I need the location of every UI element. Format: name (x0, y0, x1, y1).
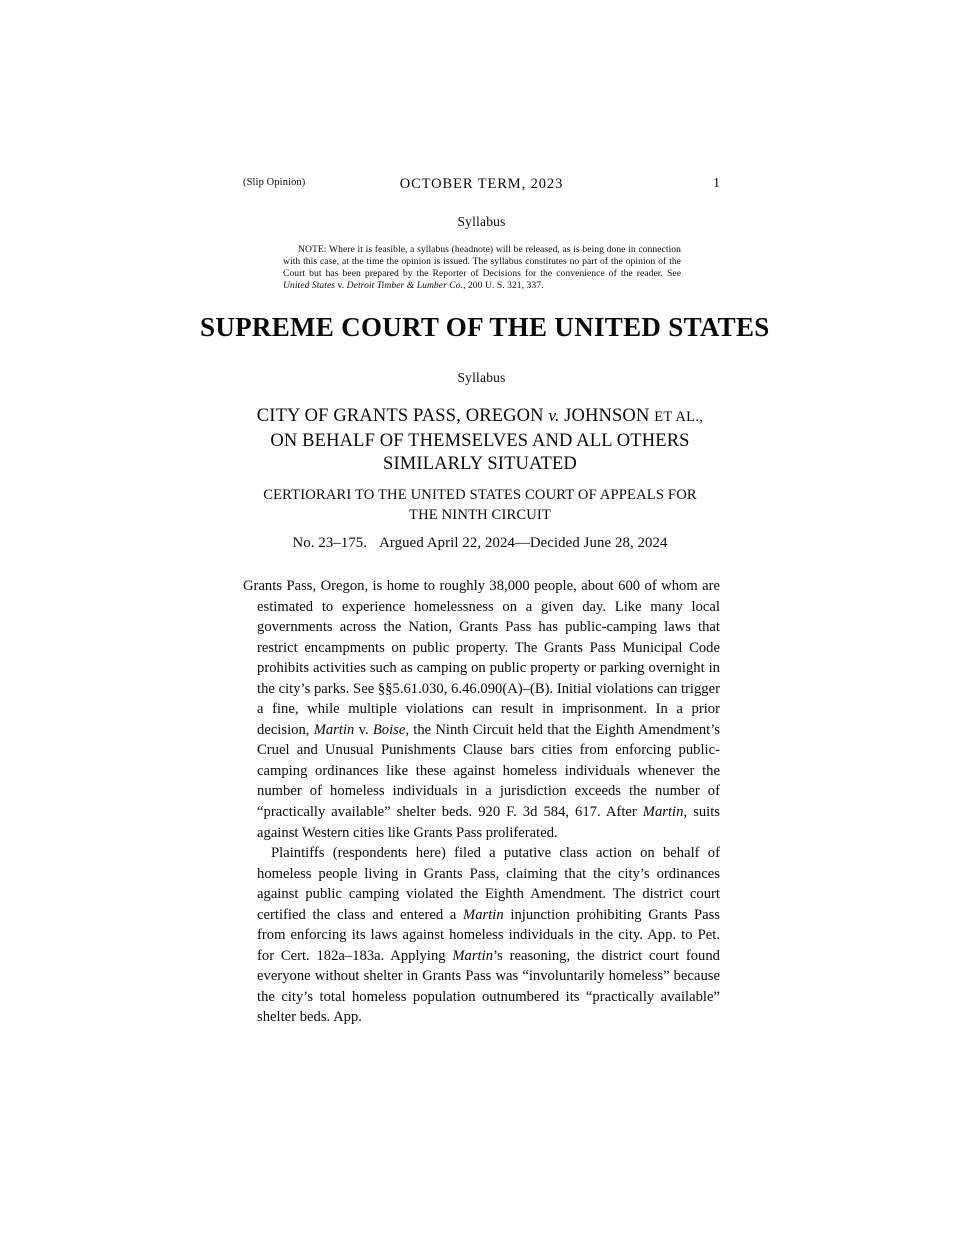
reporter-note (283, 244, 681, 292)
slip-opinion-label: (Slip Opinion) (243, 177, 306, 188)
p1-case-martin-1: Martin (313, 721, 355, 738)
docket-number: No. 23–175. (292, 535, 368, 551)
syllabus-paragraph-2 (243, 843, 720, 1028)
p1-seg-d: , suits against Western cities like Grants Pass proliferated. (257, 804, 720, 841)
syllabus-running-heading: Syllabus (457, 214, 506, 229)
caption-et-al: ET AL., (654, 409, 704, 425)
caption-line-2: ON BEHALF OF THEMSELVES AND ALL OTHERS (270, 430, 690, 451)
p2-seg-a: Plaintiffs (respondents here) filed a putative class action on behalf of homeless people living in Grants Pass, claiming that the city’s ordinances against public camping violated the Eighth Amendment. The district court certified the class and entered a (257, 845, 720, 923)
note-body: being done in connection with this case, at the time the opinion is issued. The syllabus constitutes no part of the opinion of the Court but has been prepared by the Reporter of Decisions for the convenience of the reader. (283, 244, 681, 280)
note-citation-party-2: Detroit Timber & Lumber Co. (346, 280, 464, 292)
p2-seg-c: ’s reasoning, the district court found everyone without shelter in Grants Pass was “involuntarily homeless” because the city’s total homeless population outnumbered its “practically available” shelter beds. App. (257, 947, 720, 1026)
docket-dates: Argued April 22, 2024—Decided June 28, 2024 (379, 535, 668, 551)
note-citation-lead: See (667, 268, 682, 280)
court-below-line-2: THE NINTH CIRCUIT (409, 506, 551, 523)
p1-seg-a: Grants Pass, Oregon, is home to roughly 38,000 people, about 600 of whom are estimated to experience homelessness on a given day. Like many local governments across the Nation, Grants Pass has public-camping laws that restrict encampments on public property. The Grants Pass Municipal Code prohibits activities such as camping on public property or parking overnight in the city’s parks. See §§5.61.030, 6.46.090(A)–(B). Initial violations can trigger a fine, while multiple violations can result in imprisonment. In a prior decision, (243, 578, 720, 738)
p2-case-martin-1: Martin (463, 906, 504, 923)
docket-line (230, 535, 730, 552)
caption-respondent: JOHNSON (564, 406, 650, 426)
term-label: OCTOBER TERM, 2023 (399, 176, 564, 192)
running-head (243, 176, 720, 192)
syllabus-section-heading: Syllabus (457, 370, 506, 385)
caption-line-3: SIMILARLY SITUATED (383, 454, 577, 474)
p1-seg-c: , the Ninth Circuit held that the Eighth Amendment’s Cruel and Unusual Punishments Clause bars cities from enforcing public-camping ordinances like these against homeless individuals whenever the number of homeless individuals in a jurisdiction exceeds the number of “practically available” shelter beds. 920 F. 3d 584, 617. After (257, 721, 721, 821)
note-citation-versus: v. (335, 280, 347, 292)
court-below (230, 486, 730, 525)
p2-case-martin-2: Martin (452, 947, 494, 964)
p2-seg-b: injunction prohibiting Grants Pass from enforcing its laws against homeless individuals in the city. App. to Pet. for Cert. 182a–183a. Applying (257, 906, 720, 964)
p1-seg-b: v. (354, 721, 373, 738)
syllabus-paragraph-1 (243, 576, 720, 843)
page-number: 1 (713, 176, 720, 191)
p1-case-martin-2: Martin (642, 804, 684, 821)
p1-case-boise: Boise (372, 721, 406, 738)
court-title: SUPREME COURT OF THE UNITED STATES (200, 312, 770, 342)
note-citation-reporter: , 200 U. S. 321, 337. (463, 280, 544, 292)
case-caption (230, 404, 730, 477)
caption-versus: v. (548, 406, 560, 425)
note-first-line: Where it is feasible, a syllabus (headnote) will be released, as is (326, 244, 580, 255)
caption-petitioner: CITY OF GRANTS PASS, OREGON (256, 406, 544, 426)
note-lead-label: NOTE: (298, 244, 327, 255)
note-citation-party-1: United States (283, 280, 336, 292)
syllabus-body (243, 576, 720, 1028)
court-below-line-1: CERTIORARI TO THE UNITED STATES COURT OF APPEALS FOR (263, 487, 697, 503)
